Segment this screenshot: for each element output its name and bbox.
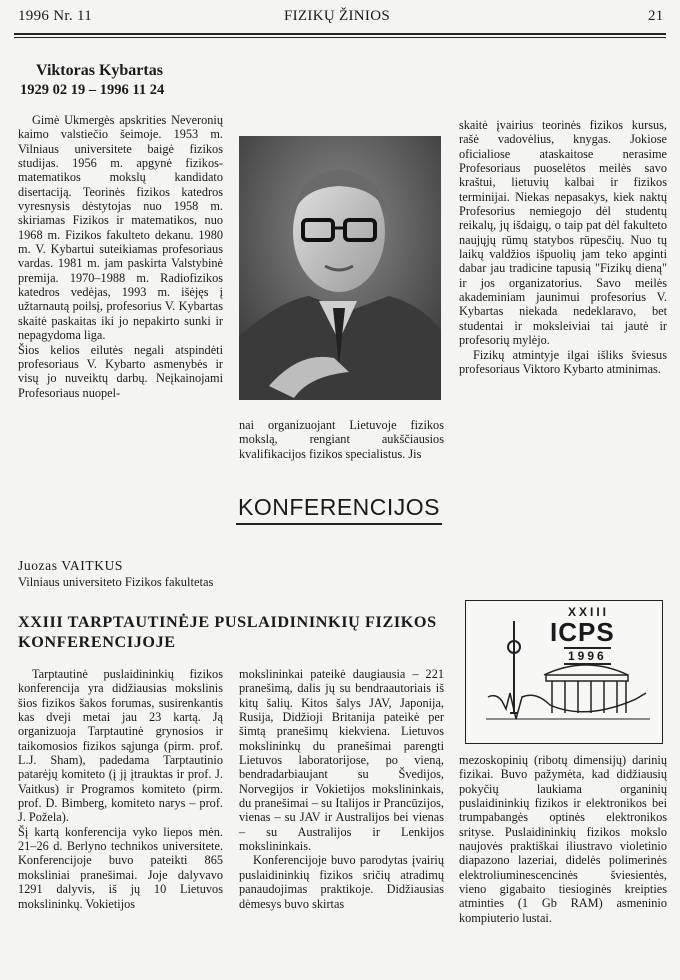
article-paragraph: Tarptautinė puslaidininkių fizikos konferencija yra didžiausias mokslinis šios fizikos šakos forumas, susirenkantis kas dveji metai jau 23 kartą. Ją organizuoja Tarptautinė grynosios ir taikomosios fizikos sąjunga (pirm. prof. L.J. Sham), padedama Tarptautinio patarėjų komiteto (į jį įtrauktas ir prof. J. Vaitkus) ir Programos komiteto (pirm. prof. D. Bimberg, komiteto narys – prof. J. Poželа). (18, 667, 223, 825)
icps-logo-year: 1996 (564, 647, 611, 665)
section-rule (236, 523, 442, 525)
article-paragraph: mokslininkai pateikė daugiausia – 221 pranešimą, dalis jų su bendraautoriais iš kitų šalių. Kitos šalys JAV, Japonija, Rusija, Didžioji Britanija pateikė per šimtą pranešimų kiekviena. Lietuvos mokslininkų du pranešimai parengti Lietuvos laboratorijose, po vieną, bendradarbiaujant su Švedijos, Norvegijos ir Vokietijos mokslininkais, du pranešimai – su Italijos ir Prancūzijos, vienas – su JAV ir Australijos bei vienas – su Australijos ir Lenkijos mokslininkais. (239, 667, 444, 854)
article-column-2 (239, 667, 444, 911)
issue-label: 1996 Nr. 11 (18, 8, 92, 24)
portrait-photo (239, 136, 441, 400)
section-title: KONFERENCIJOS (238, 494, 441, 520)
article-column-1 (18, 667, 223, 911)
journal-title: FIZIKŲ ŽINIOS (284, 8, 390, 24)
obituary-column-3 (459, 118, 667, 376)
article-title: XXIII TARPTAUTINĖJE PUSLAIDININKIŲ FIZIKOS KONFERENCIJOJE (18, 613, 437, 651)
obituary-dates: 1929 02 19 – 1996 11 24 (20, 82, 165, 98)
article-column-3 (459, 753, 667, 925)
obituary-paragraph: skaitė įvairius teorinės fizikos kursus, rašė vadovėlius, knygas. Jokiose oficialiose ataskaitose nerasime Profesoriaus puoselėtos meilės savo kraštui, lietuvių kalbai ir fizikos terminijai. Niekas nepasakys, kiek naktų Profesorius nemiegojo dėl studentų reikalų, jų išdaigų, o taip pat dėl fakulteto naujųjų rūmų statybos rūpesčių. Nuo tų laikų valdžios išpuolių jam teko apginti dabar jau tradicine tapusią "Fizikų dieną" ir jos organizatorius. Savo meilės akademiniam jaunimui profesorius V. Kybartas niekada nedeklaravo, bet studentai ir moksleiviai tai jautė ir profesorių mylėjo. (459, 118, 667, 348)
obituary-name: Viktoras Kybartas (36, 62, 163, 79)
obituary-paragraph: nai organizuojant Lietuvoje fizikos mokslą, rengiant aukščiausios kvalifikacijos fizikos specialistus. Jis (239, 418, 444, 461)
article-paragraph: mezoskopinių (ribotų dimensijų) darinių fizikai. Buvo pažymėta, kad didžiausių pokyčių laukiama organinių puslaidininkių fizikos ir elektronikos bei trumpabangės optinės elektronikos srityse. Puslaidininkių fizikos mokslo naujovės praktiškai iliustravo violetinio diapazono lazeriai, didelės polimerinės elektroliuminescencinės šviesientės, vieno gigabaito tiesioginės kreipties atminties (1 Gb RAM) asmeninio kompiuterio lustai. (459, 753, 667, 925)
obituary-column-1 (18, 113, 223, 400)
article-affiliation: Vilniaus universiteto Fizikos fakultetas (18, 575, 214, 589)
article-author: Juozas VAITKUS (18, 558, 124, 573)
obituary-column-2 (239, 418, 444, 461)
article-paragraph: Konferencijoje buvo parodytas įvairių puslaidininkių fizikos sričių atradimų panaudojimas praktikoje. Didžiausias dėmesys buvo skirtas (239, 853, 444, 911)
obituary-paragraph: Šios kelios eilutės negali atspindėti profesoriaus V. Kybarto asmenybės ir visų jo nuveiktų darbų. Neįkainojami Profesoriaus nuopel- (18, 342, 223, 400)
article-paragraph: Šį kartą konferencija vyko liepos mėn. 21–26 d. Berlyno technikos universitete. Konferencijoje buvo pateikti 865 moksliniai pranešimai. Joje dalyvavo 1291 dalyvis, iš jų 10 Lietuvos mokslininkų. Vokietijos (18, 824, 223, 911)
portrait-illustration (239, 136, 441, 400)
icps-logo-acronym: ICPS (550, 617, 615, 647)
icps-logo (465, 600, 663, 744)
header-rule-thin (14, 37, 666, 38)
page-number: 21 (648, 8, 664, 24)
header-rule (14, 33, 666, 35)
obituary-paragraph: Gimė Ukmergės apskrities Neveronių kaimo valstiečio šeimoje. 1953 m. Vilniaus universitete baigė fizikos studijas. 1956 m. apgynė fizikos-matematikos mokslų kandidato disertaciją. Teorinės fizikos katedros vyresnysis dėstytojas nuo 1958 m. skiriamas Fizikos ir matematikos, nuo 1968 m. Fizikos fakulteto dekanu. 1980 m. V. Kybartui suteikiamas profesoriaus vardas. 1981 m. jam paskirta Valstybinė premija. 1970–1988 m. Radiofizikos katedros vedėjas, 1993 m. išėjęs į užtarnautą poilsį, profesorius V. Kybartas skaitė paskaitas iki jo nepakirto sunki ir nepagydoma liga. (18, 113, 223, 343)
obituary-paragraph: Fizikų atmintyje ilgai išliks šviesus profesoriaus Viktoro Kybarto atminimas. (459, 347, 667, 376)
icps-logo-edition: XXIII (568, 605, 610, 619)
